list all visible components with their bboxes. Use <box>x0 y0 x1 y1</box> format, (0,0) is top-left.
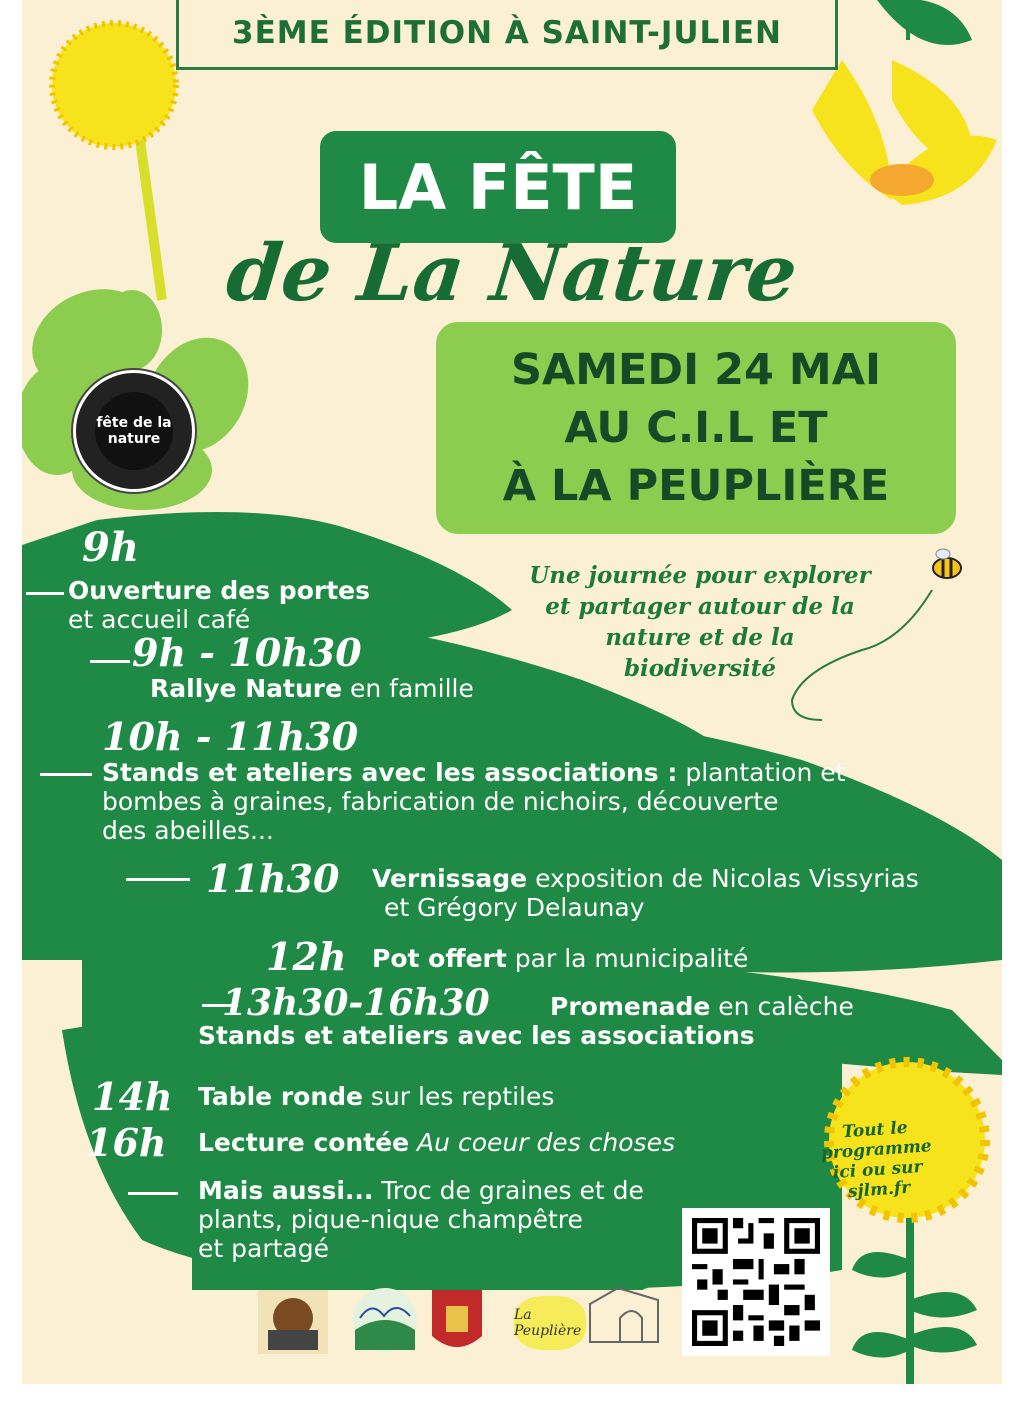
event-detail-line2: plants, pique-nique champêtre <box>198 1205 583 1234</box>
event-detail-line2: Stands et ateliers avec les associations <box>198 1021 755 1050</box>
event-title: Pot offert <box>372 944 507 973</box>
event-title: Ouverture des portes <box>68 576 370 605</box>
event-time: 9h <box>82 524 139 571</box>
tagline-line4: biodiversité <box>623 655 777 682</box>
tagline-line1: Une journée pour explorer <box>529 562 871 589</box>
note-line2: programme <box>820 1136 933 1164</box>
title-line1: LA FÊTE <box>358 150 638 224</box>
event-detail: Troc de graines et de <box>373 1176 644 1205</box>
badge-label: fête de la nature <box>95 392 173 470</box>
event-detail: par la municipalité <box>506 944 749 973</box>
tagline-line3: nature et de la <box>605 624 795 651</box>
note-line1: Tout le <box>841 1117 909 1143</box>
tagline <box>480 560 920 684</box>
qr-code-icon <box>692 1218 820 1346</box>
sunflower-icon <box>829 1062 985 1384</box>
event-time: 9h - 10h30 <box>132 630 362 675</box>
event-title: Lecture contée <box>198 1128 410 1157</box>
event-detail: en famille <box>342 674 474 703</box>
event-time: 16h <box>86 1120 167 1165</box>
program-note <box>799 1115 954 1205</box>
title-script: de La Nature <box>222 228 802 319</box>
event-title: Mais aussi... <box>198 1176 374 1205</box>
event-3 <box>102 758 902 845</box>
date-line3: À LA PEUPLIÈRE <box>502 461 890 511</box>
qr-code[interactable] <box>682 1208 830 1356</box>
footer-logo-1-icon <box>258 1290 328 1354</box>
top-right-flower-icon <box>812 0 997 205</box>
event-title: Promenade <box>550 992 711 1021</box>
date-line2: AU C.I.L ET <box>564 403 828 453</box>
event-detail-line2: et Grégory Delaunay <box>384 893 645 922</box>
event-title: Vernissage <box>372 864 528 893</box>
event-title: Stands et ateliers avec les associations : <box>102 758 678 787</box>
timeline-dash <box>90 660 130 663</box>
event-time: 13h30-16h30 <box>222 982 490 1024</box>
event-2 <box>150 674 474 703</box>
title-box <box>320 131 676 243</box>
dandelion-flower-icon <box>52 23 176 147</box>
fete-de-la-nature-badge <box>73 370 195 492</box>
event-detail: sur les reptiles <box>362 1082 555 1111</box>
footer-logo-peupliere: La Peuplière <box>514 1296 586 1350</box>
footer-logo-3-coat-of-arms-icon <box>432 1290 482 1347</box>
date-box <box>436 322 956 534</box>
event-7 <box>198 1082 554 1111</box>
tagline-line2: et partager autour de la <box>545 593 855 620</box>
edition-banner: 3ÈME ÉDITION À SAINT-JULIEN <box>176 0 838 70</box>
event-9 <box>198 1176 718 1263</box>
event-1 <box>68 576 370 634</box>
event-8 <box>198 1128 675 1157</box>
event-detail: exposition de Nicolas Vissyrias <box>527 864 919 893</box>
event-4 <box>372 864 919 922</box>
timeline-dash <box>26 592 64 595</box>
event-detail-line3: des abeilles... <box>102 816 274 845</box>
timeline-dash <box>126 878 190 881</box>
timeline-dash <box>40 773 92 776</box>
event-detail: et accueil café <box>68 605 251 634</box>
dandelion-stem <box>140 140 162 300</box>
event-detail-line3: et partagé <box>198 1234 329 1263</box>
event-detail-line2: bombes à graines, fabrication de nichoirs, découverte <box>102 787 779 816</box>
note-line4: sjlm.fr <box>847 1177 911 1203</box>
event-time: 12h <box>266 934 347 979</box>
event-detail: Au coeur des choses <box>409 1128 675 1157</box>
event-detail: en calèche <box>710 992 854 1021</box>
date-line1: SAMEDI 24 MAI <box>511 345 881 395</box>
footer-logo-2-icon <box>353 1288 417 1352</box>
event-6 <box>198 992 898 1050</box>
event-title: Rallye Nature <box>150 674 343 703</box>
event-title: Table ronde <box>198 1082 363 1111</box>
poster <box>22 0 1002 1384</box>
event-time: 14h <box>92 1074 173 1119</box>
bee-icon <box>933 549 961 578</box>
footer-logo-5-building-icon <box>590 1288 658 1342</box>
event-detail: plantation et <box>677 758 846 787</box>
event-time: 10h - 11h30 <box>102 714 359 759</box>
note-line3: ici ou sur <box>832 1156 924 1184</box>
event-time: 11h30 <box>206 856 340 901</box>
timeline-dash <box>128 1192 178 1195</box>
event-5 <box>372 944 748 973</box>
